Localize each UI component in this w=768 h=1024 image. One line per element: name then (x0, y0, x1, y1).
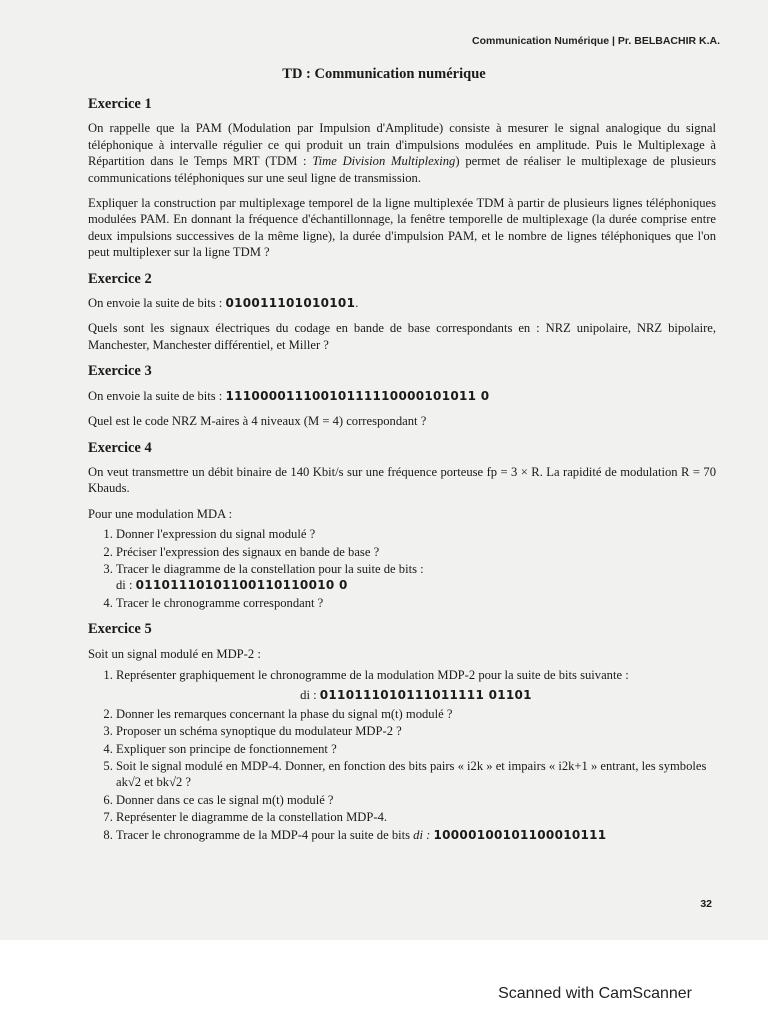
bit-sequence: 0110111010111011111 01101 (319, 688, 532, 703)
exercise-4-heading: Exercice 4 (88, 439, 152, 456)
exercise-2-heading: Exercice 2 (88, 270, 152, 287)
exercise-5-heading: Exercice 5 (88, 621, 152, 638)
exercise-1-paragraph-1: On rappelle que la PAM (Modulation par Impulsion d'Amplitude) consiste à mesurer le signal analogique du signal téléphonique à intervalle régulier ce qui produit un train d'impulsions modulées en amplitude. Puis le Multiplexage à Répartition dans le Temps MRT (TDM : Time Division Multiplexing) permet de réaliser le multiplexage de plusieurs communications téléphoniques sur une seul ligne de transmission. (88, 121, 716, 185)
exercise-4-paragraph-1: On veut transmettre un débit binaire de 140 Kbit/s sur une fréquence porteuse fp = 3 × R. La rapidité de modulation R = 70 Kbauds. (88, 464, 716, 496)
bit-sequence: 11100001110010111110000101011 0 (225, 388, 490, 403)
list-item: 6. Donner dans ce cas le signal m(t) modulé ? (116, 792, 716, 808)
list-item: 4. Tracer le chronogramme correspondant ? (116, 595, 716, 611)
list-item: 1. Donner l'expression du signal modulé ? (116, 526, 716, 542)
exercise-2 (88, 271, 716, 354)
list-item: 7. Représenter le diagramme de la constellation MDP-4. (116, 809, 716, 825)
page-header: Communication Numérique | Pr. BELBACHIR K.A. (472, 35, 720, 47)
list-item: 4. Expliquer son principe de fonctionnement ? (116, 741, 716, 757)
exercise-3-heading: Exercice 3 (88, 363, 152, 380)
list-item: 3. Tracer le diagramme de la constellation pour la suite de bits : di : 01101110101100110110010 0 (116, 561, 716, 594)
list-item: 1. Représenter graphiquement le chronogramme de la modulation MDP-2 pour la suite de bits suivante : di : 0110111010111011111 01101 (116, 667, 716, 704)
exercise-3-paragraph-2: Quel est le code NRZ M-aires à 4 niveaux (M = 4) correspondant ? (88, 414, 427, 429)
exercise-4-list (88, 526, 716, 611)
exercise-3 (88, 363, 716, 429)
scanner-watermark: Scanned with CamScanner (498, 985, 692, 1002)
bit-sequence: 10000100101100010111 (433, 827, 607, 842)
exercise-2-paragraph-1: On envoie la suite de bits : 010011101010101. (88, 296, 359, 311)
page-number: 32 (700, 898, 712, 910)
exercise-5 (88, 621, 716, 843)
exercise-2-paragraph-2: Quels sont les signaux électriques du codage en bande de base correspondants en : NRZ unipolaire, NRZ bipolaire, Manchester, Manchester différentiel, et Miller ? (88, 321, 716, 352)
bit-sequence: 01101110101100110110010 0 (135, 578, 348, 593)
list-item: 8. Tracer le chronogramme de la MDP-4 pour la suite de bits di : 10000100101100010111 (116, 827, 716, 843)
exercise-3-paragraph-1: On envoie la suite de bits : 11100001110010111110000101011 0 (88, 388, 490, 403)
exercise-5-list (88, 667, 716, 843)
exercise-5-paragraph-1: Soit un signal modulé en MDP-2 : (88, 646, 261, 661)
exercise-4-paragraph-2: Pour une modulation MDA : (88, 506, 233, 521)
document-body (88, 96, 716, 853)
exercise-1 (88, 96, 716, 261)
page-title: TD : Communication numérique (282, 66, 486, 82)
list-item: 3. Proposer un schéma synoptique du modulateur MDP-2 ? (116, 723, 716, 739)
list-item: 2. Préciser l'expression des signaux en bande de base ? (116, 544, 716, 560)
exercise-1-heading: Exercice 1 (88, 96, 152, 112)
list-item: 2. Donner les remarques concernant la phase du signal m(t) modulé ? (116, 706, 716, 722)
exercise-4 (88, 440, 716, 612)
list-item: 5. Soit le signal modulé en MDP-4. Donner, en fonction des bits pairs « i2k » et impairs « i2k+1 » entrant, les symboles ak√2 et bk√2 ? (116, 758, 716, 791)
exercise-1-paragraph-2: Expliquer la construction par multiplexage temporel de la ligne multiplexée TDM à partir de plusieurs lignes téléphoniques modulées PAM. En donnant la fréquence d'échantillonnage, la fenêtre temporelle de multiplexage (la durée comprise entre deux impulsions successives de la même ligne), la durée d'impulsion PAM, et le nombre de lignes téléphoniques que l'on peut multiplexer sur la ligne TDM ? (88, 196, 716, 260)
bit-sequence: 010011101010101 (225, 296, 356, 311)
